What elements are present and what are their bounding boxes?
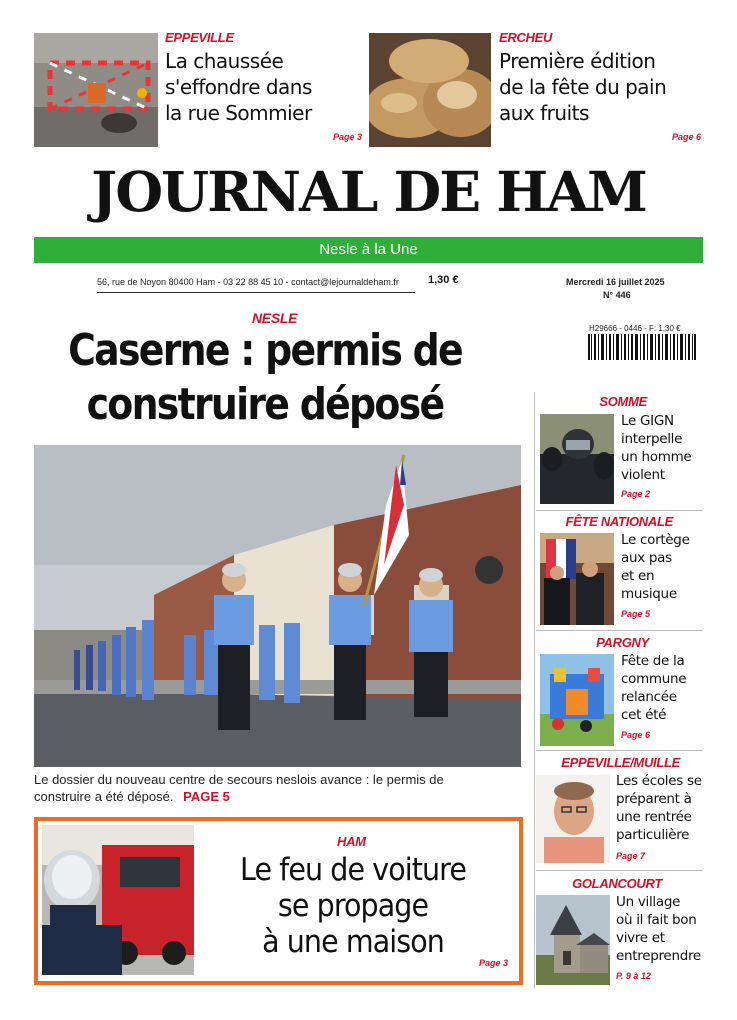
teaser-photo-road[interactable] xyxy=(34,33,158,147)
lead-photo[interactable] xyxy=(34,445,521,767)
sidebar-divider xyxy=(534,392,535,988)
sidebar-kicker: EPPEVILLE/MUILLE xyxy=(561,755,680,770)
sidebar-kicker: SOMME xyxy=(599,394,647,409)
sidebar-separator xyxy=(536,750,703,751)
lead-headline[interactable] xyxy=(46,324,485,432)
masthead-subtitle-bar: Nesle à la Une xyxy=(34,237,703,263)
village-church-photo xyxy=(536,895,610,985)
sidebar-title-line: une rentrée xyxy=(616,809,692,825)
sidebar-kicker: FÊTE NATIONALE xyxy=(565,514,673,529)
boxed-page-ref[interactable]: Page 3 xyxy=(479,958,509,968)
firefighter-truck-photo xyxy=(42,825,194,975)
sidebar-title-line: commune xyxy=(621,671,687,687)
sidebar-page-ref[interactable]: Page 6 xyxy=(621,730,651,740)
lead-page-ref[interactable]: PAGE 5 xyxy=(183,789,230,804)
sidebar-title-line: un homme xyxy=(621,449,692,465)
sidebar-page-ref[interactable]: Page 7 xyxy=(616,851,646,861)
teaser-kicker: EPPEVILLE xyxy=(165,30,234,45)
teaser-title-line: aux fruits xyxy=(499,101,589,125)
sidebar-title-line: vivre et xyxy=(616,930,665,946)
sidebar-title-line: Le GIGN xyxy=(621,413,674,429)
sidebar-title-line: entreprendre xyxy=(616,948,701,964)
teaser-title-line: Première édition xyxy=(499,49,656,73)
teaser-photo-bread[interactable] xyxy=(369,33,491,147)
teaser-page-ref[interactable]: Page 3 xyxy=(333,132,363,142)
teaser-kicker: ERCHEU xyxy=(499,30,553,45)
teaser-page-ref[interactable]: Page 6 xyxy=(672,132,702,142)
lead-headline-line: construire déposé xyxy=(86,379,444,430)
bouncy-castle-photo xyxy=(540,654,614,746)
sidebar-title-line: et en xyxy=(621,568,655,584)
sidebar-page-ref[interactable]: Page 5 xyxy=(621,609,651,619)
sidebar-photo[interactable] xyxy=(536,895,610,985)
teaser-title[interactable] xyxy=(499,48,709,126)
sidebar-kicker: PARGNY xyxy=(596,635,649,650)
sidebar-photo[interactable] xyxy=(540,533,614,625)
lead-caption-line: Le dossier du nouveau centre de secours neslois avance : le permis de xyxy=(34,772,444,787)
sidebar-title-line: Les écoles se xyxy=(616,773,702,789)
issue-date: Mercredi 16 juillet 2025 xyxy=(566,277,665,287)
sidebar-title-line: Le cortège xyxy=(621,532,690,548)
barcode-text: H29666 - 0446 - F: 1,30 € xyxy=(589,324,681,333)
lead-headline-line: Caserne : permis de xyxy=(68,325,462,376)
teaser-title-line: s'effondre dans xyxy=(165,75,312,99)
sidebar-title-line: violent xyxy=(621,467,665,483)
boxed-headline[interactable] xyxy=(212,852,494,960)
sidebar-title[interactable] xyxy=(616,772,734,844)
sidebar-separator xyxy=(536,870,703,871)
sidebar-title-line: préparent à xyxy=(616,791,692,807)
barcode-icon xyxy=(588,334,696,360)
sidebar-kicker: GOLANCOURT xyxy=(572,876,662,891)
price: 1,30 € xyxy=(428,274,459,286)
boxed-headline-line: Le feu de voiture xyxy=(240,852,466,888)
boxed-photo[interactable] xyxy=(42,825,194,975)
sidebar-title[interactable] xyxy=(621,412,731,484)
boxed-kicker: HAM xyxy=(337,834,366,849)
road-barrier-photo xyxy=(34,33,158,147)
sidebar-title[interactable] xyxy=(616,893,734,965)
ceremony-flags-photo xyxy=(540,533,614,625)
sidebar-title-line: cet été xyxy=(621,707,667,723)
masthead-title[interactable]: JOURNAL DE HAM xyxy=(91,159,646,224)
sidebar-title-line: particulière xyxy=(616,827,690,843)
sidebar-photo[interactable] xyxy=(536,775,610,863)
firefighters-parade-photo xyxy=(34,445,521,767)
sidebar-separator xyxy=(536,510,703,511)
sidebar-title-line: relancée xyxy=(621,689,677,705)
teaser-title[interactable] xyxy=(165,48,365,126)
sidebar-title[interactable] xyxy=(621,531,731,603)
man-portrait-photo xyxy=(536,775,610,863)
issue-number: N° 446 xyxy=(603,290,631,300)
teaser-title-line: de la fête du pain xyxy=(499,75,667,99)
sidebar-title-line: musique xyxy=(621,586,677,602)
lead-caption-line: construire a été déposé. xyxy=(34,789,174,804)
boxed-headline-line: à une maison xyxy=(262,924,444,960)
contact-underline xyxy=(97,292,415,293)
contact-line: 56, rue de Noyon 80400 Ham - 03 22 88 45 10 - contact@lejournaldeham.fr xyxy=(97,277,399,287)
gign-officers-photo xyxy=(540,414,614,504)
bread-loaves-photo xyxy=(369,33,491,147)
sidebar-page-ref[interactable]: Page 2 xyxy=(621,489,651,499)
sidebar-page-ref[interactable]: P. 9 à 12 xyxy=(616,971,651,981)
sidebar-photo[interactable] xyxy=(540,414,614,504)
lead-caption xyxy=(34,771,524,805)
sidebar-title[interactable] xyxy=(621,652,731,724)
teaser-title-line: La chaussée xyxy=(165,49,284,73)
sidebar-title-line: où il fait bon xyxy=(616,912,697,928)
sidebar-photo[interactable] xyxy=(540,654,614,746)
sidebar-title-line: interpelle xyxy=(621,431,683,447)
lead-kicker: NESLE xyxy=(252,310,298,326)
sidebar-title-line: Fête de la xyxy=(621,653,685,669)
sidebar-title-line: aux pas xyxy=(621,550,672,566)
teaser-title-line: la rue Sommier xyxy=(165,101,312,125)
boxed-headline-line: se propage xyxy=(277,888,429,924)
sidebar-separator xyxy=(536,630,703,631)
sidebar-title-line: Un village xyxy=(616,894,681,910)
